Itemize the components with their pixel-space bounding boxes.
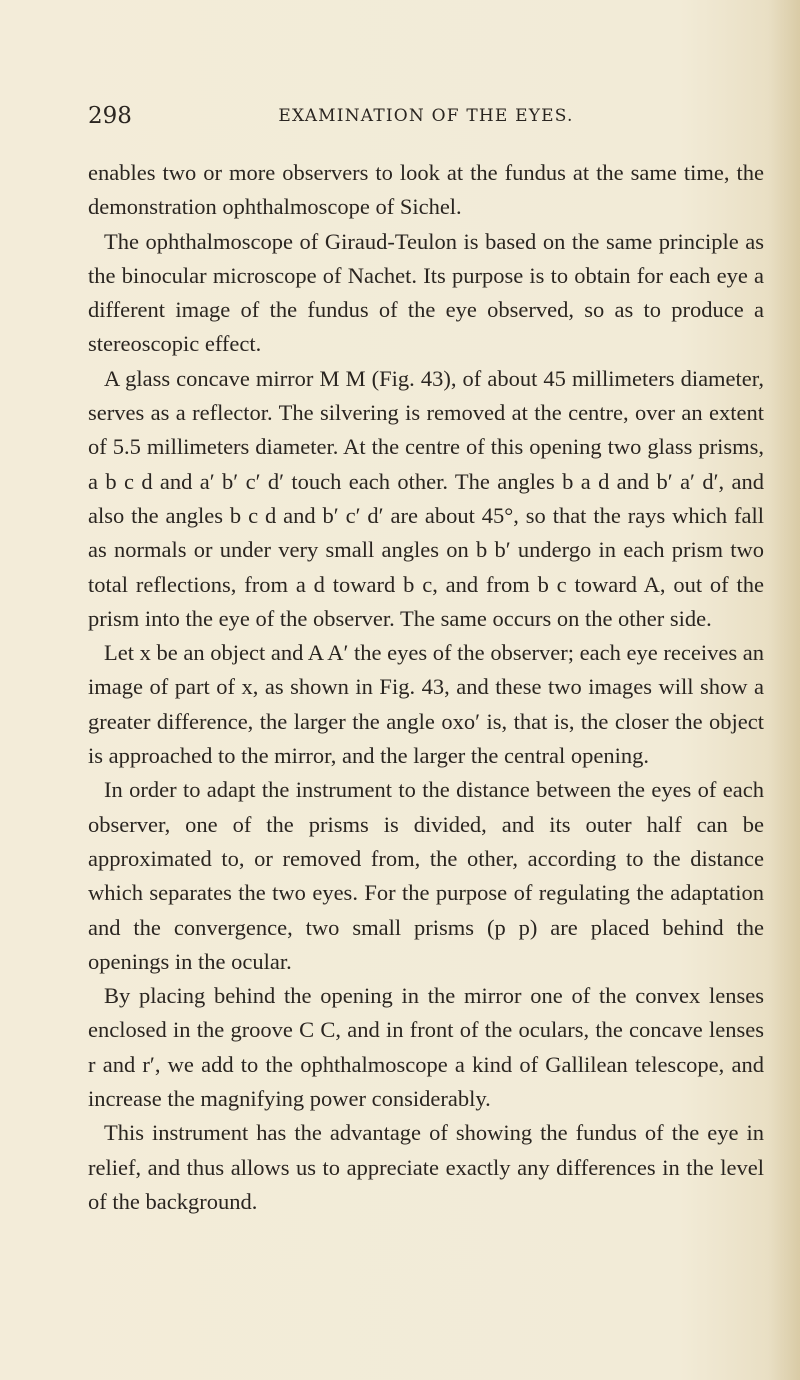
paragraph: By placing behind the opening in the mirror one of the convex lenses enclosed in the groove C C, and in front of the oculars, the concave lenses r and r′, we add to the ophthalmoscope a kind of Gallilean telescope, and increase the magnifying power considerably. bbox=[88, 983, 764, 1112]
page-number: 298 bbox=[88, 103, 132, 129]
paragraph: The ophthalmoscope of Giraud-Teulon is based on the same principle as the binocular microscope of Nachet. Its purpose is to obtain for each eye a different image of the fundus of the eye observed, so as to produce a stereoscopic effect. bbox=[88, 228, 764, 357]
page-header bbox=[88, 103, 764, 133]
body-text bbox=[88, 156, 764, 1219]
paragraph: This instrument has the advantage of showing the fundus of the eye in relief, and thus allows us to appreciate exactly any differences in the level of the background. bbox=[88, 1120, 764, 1214]
paragraph: enables two or more observers to look at the fundus at the same time, the demonstration ophthalmoscope of Sichel. bbox=[88, 160, 764, 220]
paragraph: A glass concave mirror M M (Fig. 43), of about 45 millimeters diameter, serves as a reflector. The silvering is removed at the centre, over an extent of 5.5 millimeters diameter. At the centre of this opening two glass prisms, a b c d and a′ b′ c′ d′ touch each other. The angles b a d and b′ a′ d′, and also the angles b c d and b′ c′ d′ are about 45°, so that the rays which fall as normals or under very small angles on b b′ undergo in each prism two total reflections, from a d toward b c, and from b c toward A, out of the prism into the eye of the observer. The same occurs on the other side. bbox=[88, 365, 764, 631]
paragraph: In order to adapt the instrument to the distance between the eyes of each observer, one of the prisms is divided, and its outer half can be approximated to, or removed from, the other, according to the distance which separates the two eyes. For the purpose of regulating the adaptation and the convergence, two small prisms (p p) are placed behind the openings in the ocular. bbox=[88, 777, 764, 974]
running-head: EXAMINATION OF THE EYES. bbox=[278, 106, 574, 126]
paragraph: Let x be an object and A A′ the eyes of the observer; each eye receives an image of part of x, as shown in Fig. 43, and these two images will show a greater difference, the larger the angle oxo′ is, that is, the closer the object is approached to the mirror, and the larger the central opening. bbox=[88, 640, 764, 769]
